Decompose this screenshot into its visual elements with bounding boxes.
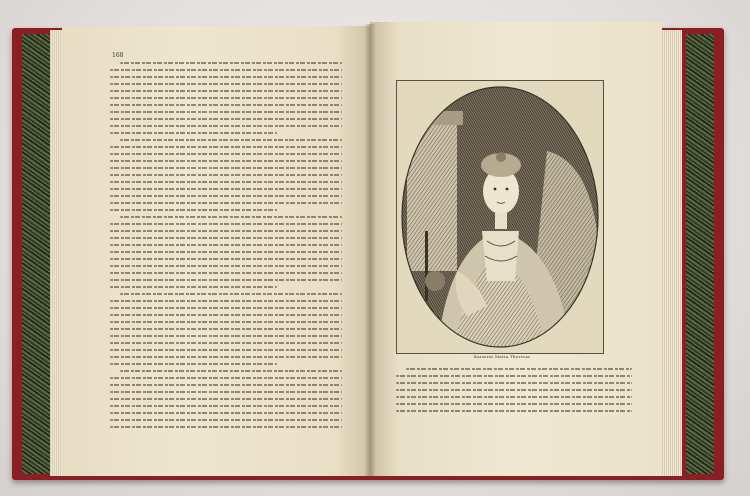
text-line [120, 139, 342, 141]
text-line [110, 244, 342, 246]
text-line [110, 398, 342, 400]
text-line [396, 403, 632, 405]
text-line [110, 335, 342, 337]
page-edges-right [660, 30, 682, 476]
text-line [110, 363, 277, 365]
text-line [110, 76, 342, 78]
text-line [406, 368, 632, 370]
portrait-icon [397, 81, 603, 353]
text-line [110, 174, 342, 176]
right-page-text-block [396, 368, 632, 428]
text-line [110, 97, 342, 99]
text-line [110, 223, 342, 225]
text-line [110, 377, 342, 379]
text-line [110, 265, 342, 267]
marbled-endpaper-left [22, 34, 52, 474]
text-line [120, 62, 342, 64]
text-line [396, 410, 632, 412]
text-line [110, 69, 342, 71]
text-line [110, 405, 342, 407]
text-line [110, 167, 342, 169]
text-line [120, 370, 342, 372]
text-line [110, 391, 342, 393]
text-line [110, 118, 342, 120]
text-line [110, 202, 342, 204]
text-line [396, 389, 632, 391]
page-number: 168 [112, 52, 124, 59]
text-line [110, 195, 342, 197]
book-gutter [364, 24, 376, 476]
text-line [110, 237, 342, 239]
text-line [110, 188, 342, 190]
text-line [110, 90, 342, 92]
text-line [110, 125, 342, 127]
text-line [110, 342, 342, 344]
plate-caption: Kaiserin Maria Theresia [474, 354, 530, 359]
text-line [110, 230, 342, 232]
text-line [110, 279, 342, 281]
text-line [110, 146, 342, 148]
text-line [110, 307, 342, 309]
left-page-text-block [110, 62, 342, 460]
text-line [110, 286, 277, 288]
text-line [110, 209, 277, 211]
text-line [110, 426, 342, 428]
text-line [120, 293, 342, 295]
text-line [110, 83, 342, 85]
text-line [110, 160, 342, 162]
portrait-plate [396, 80, 604, 354]
text-line [110, 272, 342, 274]
text-line [110, 384, 342, 386]
text-line [120, 216, 342, 218]
text-line [110, 419, 342, 421]
text-line [110, 104, 342, 106]
text-line [110, 132, 277, 134]
text-line [110, 328, 342, 330]
text-line [110, 300, 342, 302]
text-line [110, 314, 342, 316]
text-line [110, 251, 342, 253]
text-line [396, 382, 632, 384]
text-line [110, 321, 342, 323]
text-line [396, 375, 632, 377]
text-line [396, 396, 632, 398]
text-line [110, 349, 342, 351]
text-line [110, 356, 342, 358]
marbled-endpaper-right [686, 34, 714, 474]
text-line [110, 111, 342, 113]
text-line [110, 412, 342, 414]
text-line [110, 181, 342, 183]
text-line [110, 258, 342, 260]
text-line [110, 153, 342, 155]
